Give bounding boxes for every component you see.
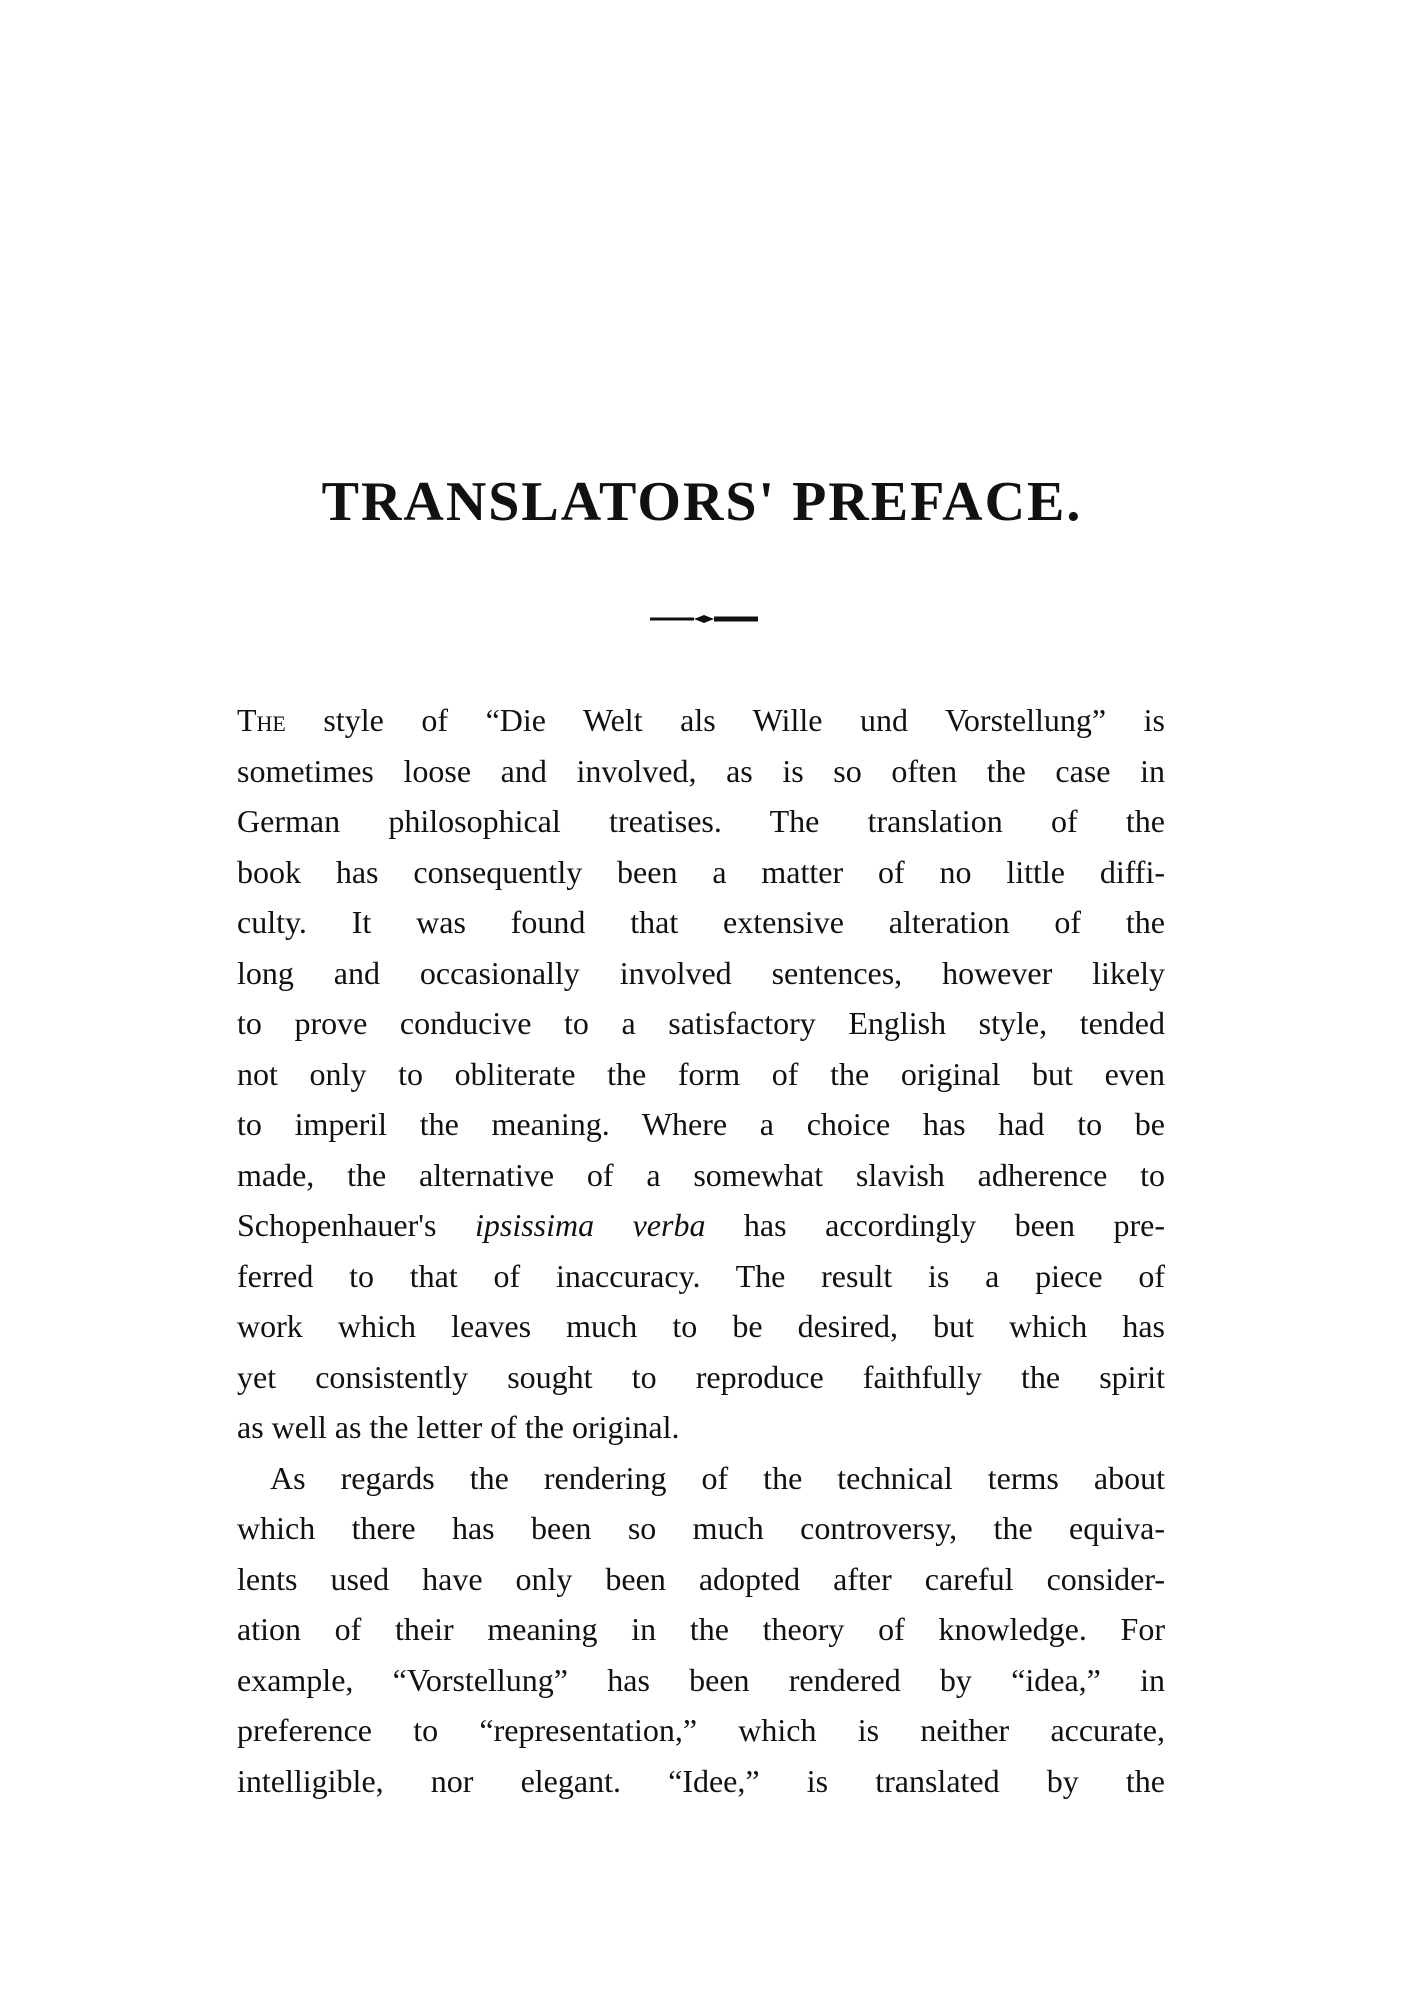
preface-body [237, 695, 1165, 1806]
paragraph-1-line-12: ferred to that of inaccuracy. The result is a piece of [237, 1257, 1165, 1294]
paragraph-1-line-1: The style of “Die Welt als Wille und Vorstellung” is [237, 702, 1165, 738]
paragraph-2-line-4: ation of their meaning in the theory of knowledge. For [237, 1611, 1165, 1647]
paragraph-2-line-3: lents used have only been adopted after careful consider- [237, 1560, 1165, 1597]
paragraph-1-line-8: not only to obliterate the form of the original but even [237, 1055, 1165, 1092]
title-ornament-rule [650, 613, 758, 625]
paragraph-1-line-10: made, the alternative of a somewhat slavish adherence to [237, 1156, 1165, 1193]
paragraph-1-line-14: yet consistently sought to reproduce faithfully the spirit [237, 1358, 1165, 1395]
paragraph-1-line-5: culty. It was found that extensive alteration of the [237, 904, 1165, 940]
paragraph-1-line-15: as well as the letter of the original. [237, 1409, 680, 1445]
paragraph-1-line-3: German philosophical treatises. The translation of the [237, 803, 1165, 839]
paragraph-2-line-2: which there has been so much controversy, the equiva- [237, 1510, 1165, 1546]
paragraph-1-line-11: Schopenhauer's ipsissima verba has accordingly been pre- [237, 1207, 1166, 1243]
paragraph-2-line-7: intelligible, nor elegant. “Idee,” is translated by the [237, 1762, 1165, 1799]
paragraph-2-line-1: As regards the rendering of the technical terms about [270, 1459, 1165, 1496]
page-title: TRANSLATORS' PREFACE. [321, 471, 1083, 533]
paragraph-2-line-5: example, “Vorstellung” has been rendered by “idea,” in [237, 1661, 1165, 1698]
paragraph-1-line-2: sometimes loose and involved, as is so often the case in [237, 752, 1165, 789]
paragraph-2 [237, 1453, 1165, 1807]
paragraph-1-line-7: to prove conducive to a satisfactory English style, tended [237, 1005, 1165, 1041]
paragraph-1-line-13: work which leaves much to be desired, but which has [237, 1308, 1165, 1344]
latin-phrase: ipsissima verba [474, 1207, 706, 1243]
paragraph-2-line-6: preference to “representation,” which is neither accurate, [237, 1712, 1165, 1748]
paragraph-1-line-6: long and occasionally involved sentences, however likely [237, 954, 1165, 991]
paragraph-1 [237, 695, 1165, 1453]
lead-word: The [237, 702, 286, 738]
paragraph-1-line-4: book has consequently been a matter of no little diffi- [237, 853, 1165, 890]
paragraph-1-line-9: to imperil the meaning. Where a choice has had to be [237, 1106, 1165, 1142]
